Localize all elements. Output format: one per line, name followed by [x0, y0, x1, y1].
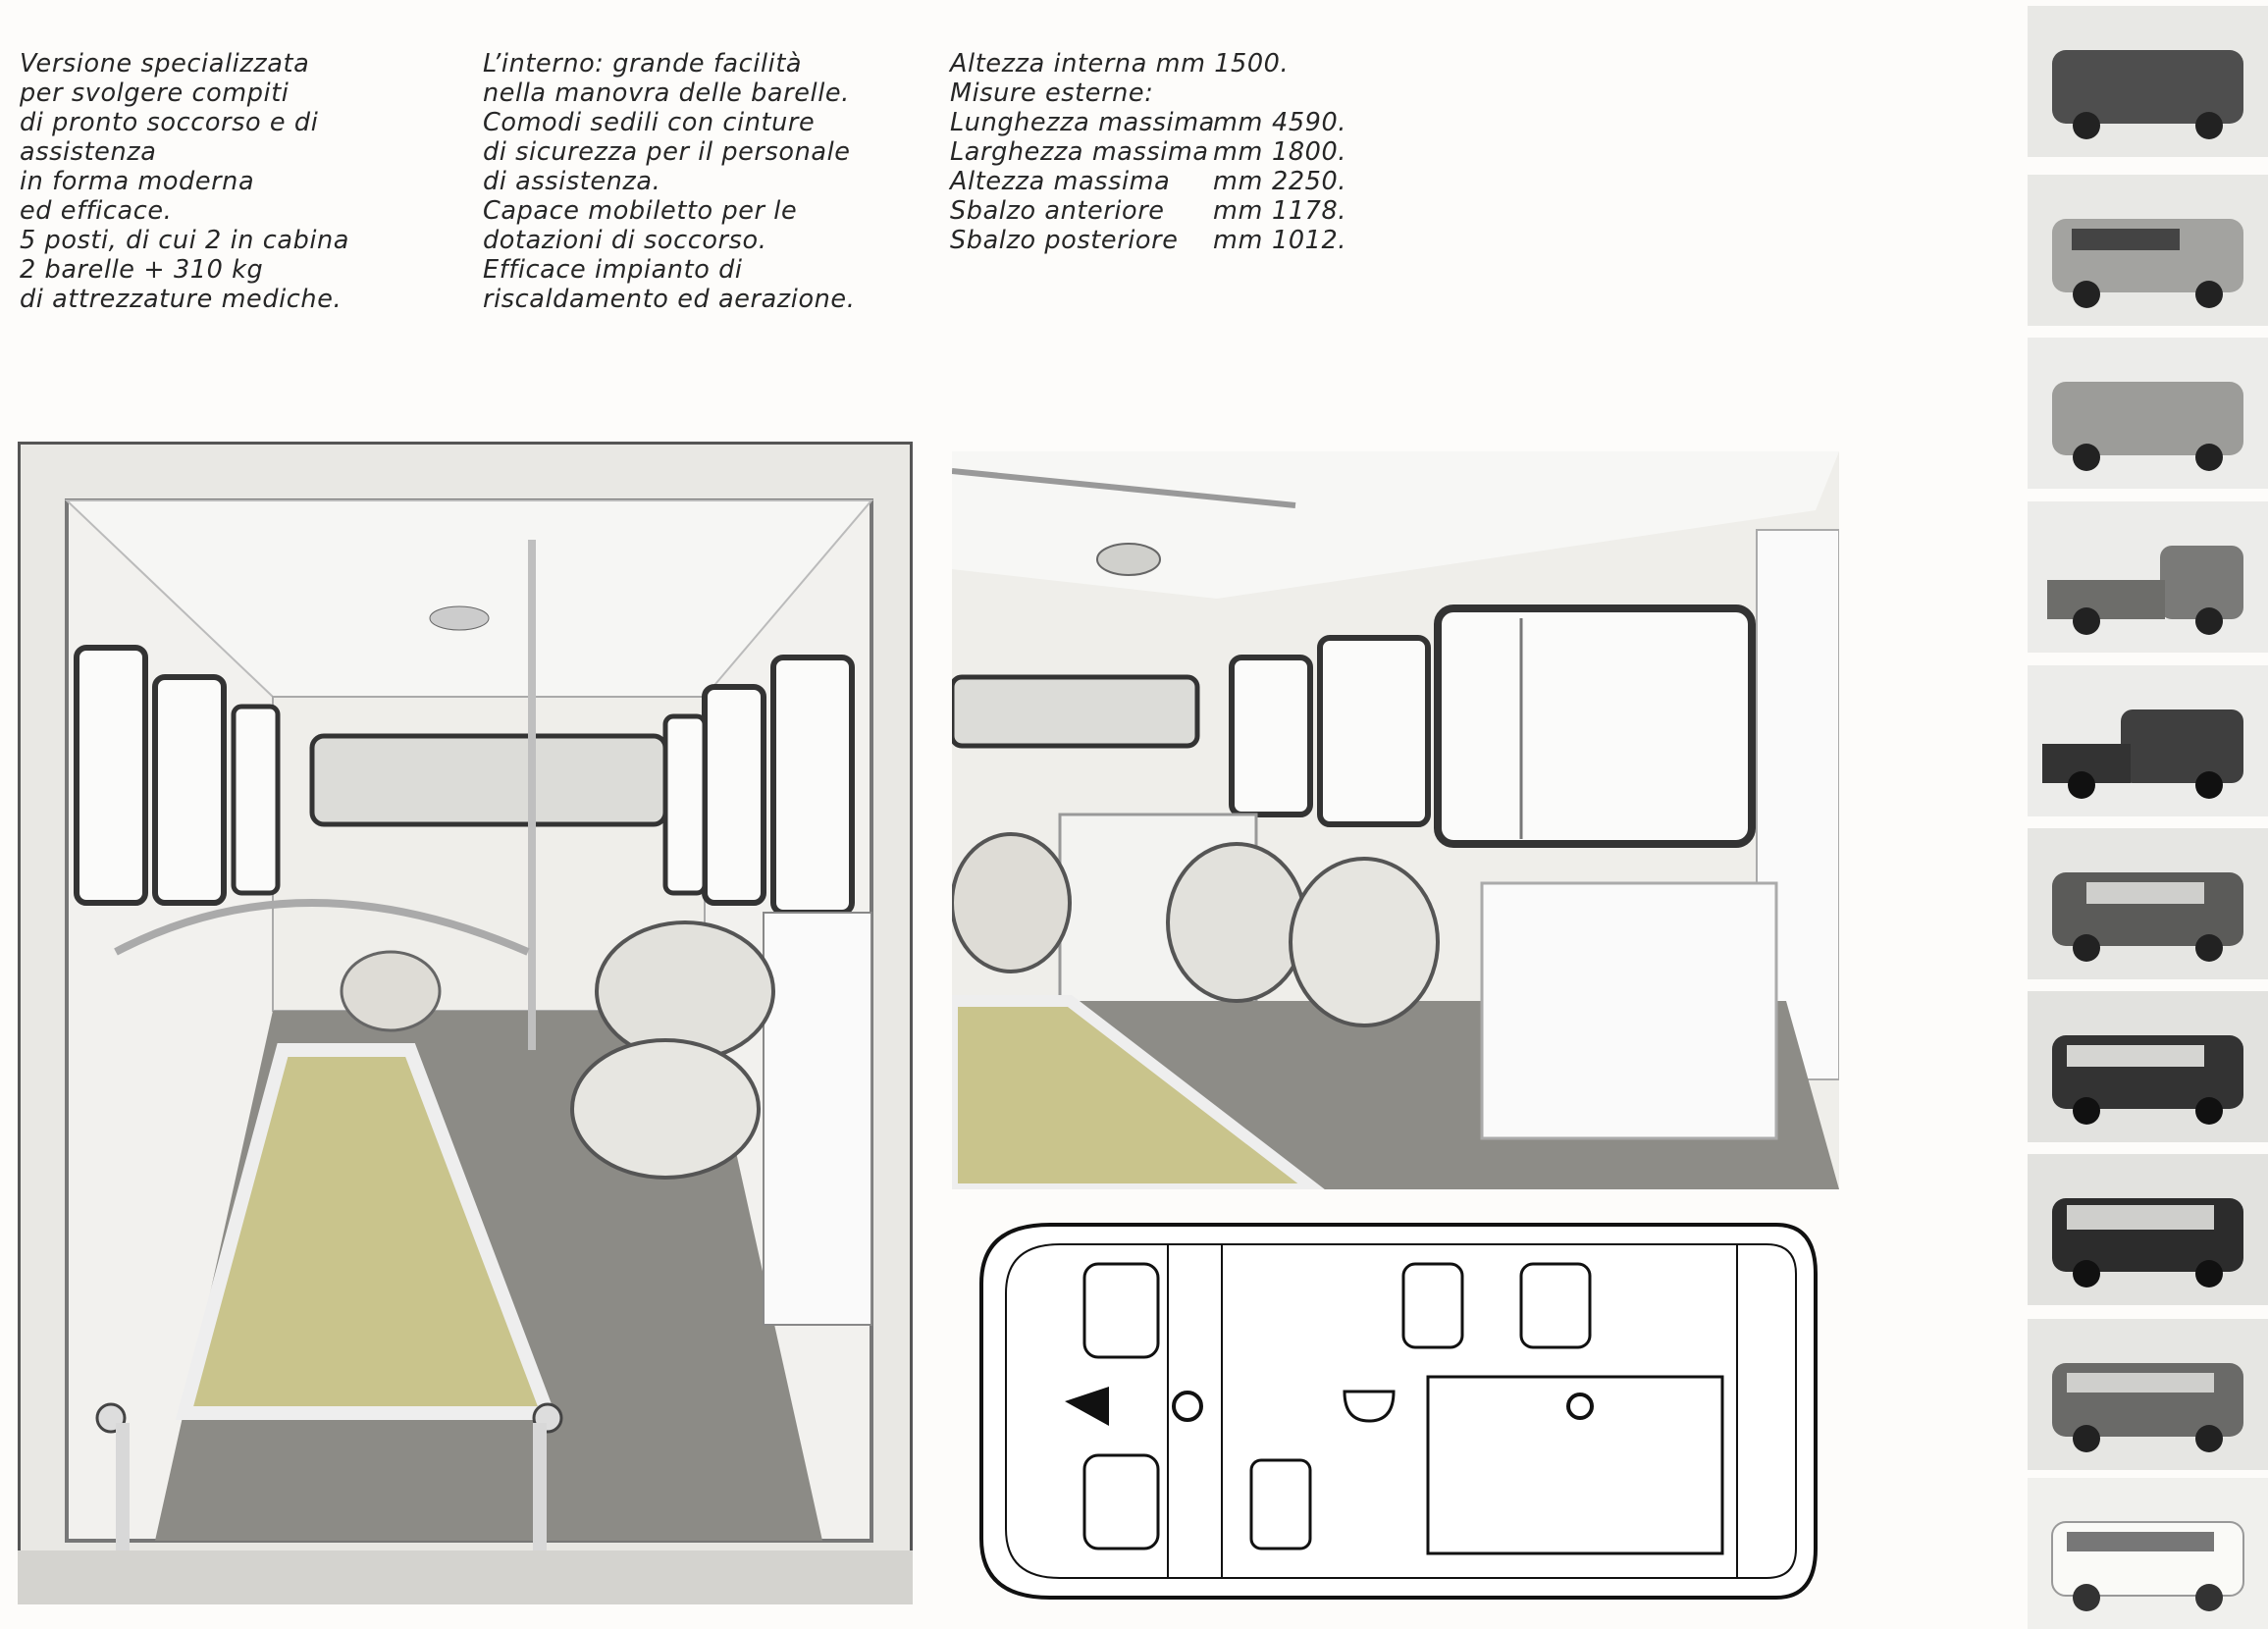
- intro-line: di pronto soccorso e di: [20, 108, 319, 137]
- interior-text: [483, 49, 855, 314]
- variant-thumb-bus: [2028, 991, 2268, 1142]
- spec-unit: mm: [1213, 137, 1263, 167]
- variant-thumb-ambulance: [2028, 1478, 2268, 1629]
- variant-thumb-double-cab: [2028, 665, 2268, 816]
- interior-line: dotazioni di soccorso.: [483, 226, 767, 255]
- interior-line: L’interno: grande facilità: [483, 49, 803, 79]
- interior-line: riscaldamento ed aerazione.: [483, 285, 856, 314]
- intro-line: 5 posti, di cui 2 in cabina: [20, 226, 350, 255]
- spec-row: [950, 108, 1346, 137]
- intro-line: assistenza: [20, 137, 157, 167]
- variant-thumb-service-van: [2028, 1319, 2268, 1470]
- spec-label: Sbalzo anteriore: [950, 196, 1165, 226]
- spec-value: 1800.: [1272, 137, 1347, 167]
- interior-line: Capace mobiletto per le: [483, 196, 798, 226]
- intro-line: ed efficace.: [20, 196, 173, 226]
- spec-label: Altezza massima: [950, 167, 1171, 196]
- variant-thumb-panel-van: [2028, 338, 2268, 489]
- interior-line: Comodi sedili con cinture: [483, 108, 816, 137]
- intro-line: 2 barelle + 310 kg: [20, 255, 264, 285]
- variant-thumb-bus-dark: [2028, 1154, 2268, 1305]
- intro-line: Versione specializzata: [20, 49, 310, 79]
- spec-row: [950, 226, 1346, 255]
- variant-thumb-windowed-van: [2028, 175, 2268, 326]
- intro-line: per svolgere compiti: [20, 79, 290, 108]
- spec-row: [950, 167, 1346, 196]
- floor-plan-drawing: [972, 1215, 1825, 1607]
- spec-value: 1178.: [1272, 196, 1347, 226]
- dimensions-text: [950, 49, 1346, 255]
- spec-value: 2250.: [1272, 167, 1347, 196]
- external-heading: Misure esterne:: [950, 79, 1154, 108]
- spec-label: Larghezza massima: [950, 137, 1209, 167]
- intro-text: [20, 49, 349, 314]
- spec-label: Lunghezza massima: [950, 108, 1215, 137]
- interior-line: nella manovra delle barelle.: [483, 79, 850, 108]
- spec-unit: mm: [1213, 108, 1263, 137]
- spec-value: 1012.: [1272, 226, 1347, 255]
- interior-photo-side-view: [952, 451, 1839, 1189]
- intro-line: di attrezzature mediche.: [20, 285, 343, 314]
- spec-unit: mm: [1213, 167, 1263, 196]
- interior-photo-rear-view: [18, 442, 913, 1604]
- spec-unit: mm: [1213, 226, 1263, 255]
- spec-row: [950, 137, 1346, 167]
- intro-line: in forma moderna: [20, 167, 255, 196]
- spec-label: Sbalzo posteriore: [950, 226, 1179, 255]
- interior-line: di sicurezza per il personale: [483, 137, 851, 167]
- vehicle-variants-strip: [2028, 6, 2268, 1615]
- interior-line: Efficace impianto di: [483, 255, 743, 285]
- variant-thumb-closed-van: [2028, 6, 2268, 157]
- spec-unit: mm: [1213, 196, 1263, 226]
- variant-thumb-pickup: [2028, 501, 2268, 653]
- interior-line: di assistenza.: [483, 167, 661, 196]
- variant-thumb-minibus: [2028, 828, 2268, 979]
- spec-value: 4590.: [1272, 108, 1347, 137]
- internal-height: Altezza interna mm 1500.: [950, 49, 1290, 79]
- spec-row: [950, 196, 1346, 226]
